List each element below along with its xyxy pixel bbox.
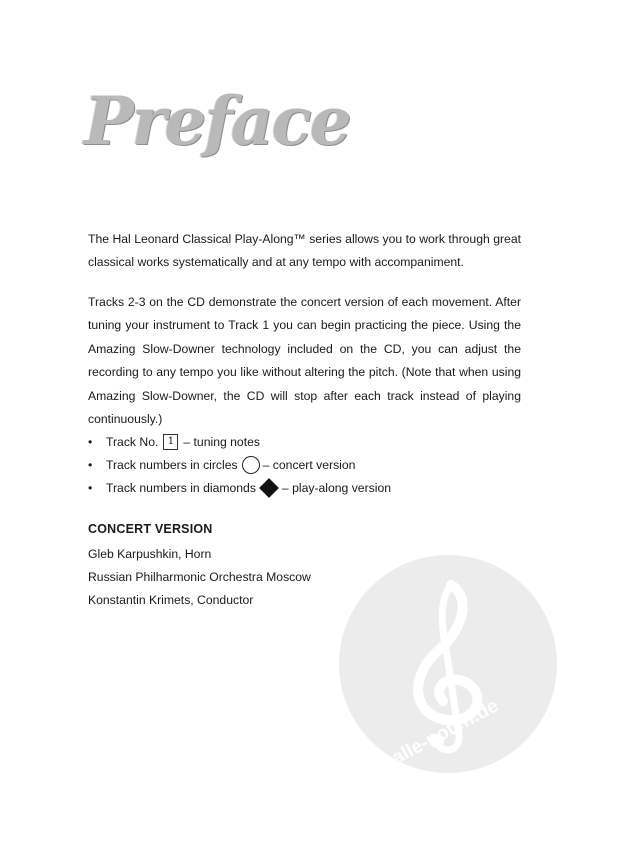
legend-item-concert	[88, 453, 391, 476]
credit-line: Gleb Karpushkin, Horn	[88, 547, 212, 561]
watermark-text: alle-noten.de	[388, 695, 503, 769]
concert-version-heading: CONCERT VERSION	[88, 522, 213, 536]
credits-list	[88, 543, 311, 612]
legend-prefix: Track No.	[106, 434, 159, 449]
legend-item-playalong	[88, 476, 391, 499]
bullet: •	[88, 434, 93, 449]
credit-line: Russian Philharmonic Orchestra Moscow	[88, 570, 311, 584]
watermark-logo	[339, 555, 557, 773]
legend-suffix: – play-along version	[281, 480, 391, 495]
circle-icon	[242, 456, 260, 474]
bullet: •	[88, 480, 93, 495]
legend-suffix: – concert version	[262, 457, 356, 472]
legend-prefix: Track numbers in circles	[106, 457, 238, 472]
legend-prefix: Track numbers in diamonds	[106, 480, 256, 495]
tracks-paragraph: Tracks 2-3 on the CD demonstrate the concert version of each movement. After tuning your instrument to Track 1 you can begin practicing the piece. Using the Amazing Slow-Downer technology included on the CD, you can adjust the recording to any tempo you like without altering the pitch. (Note that when using Amazing Slow-Downer, the CD will stop after each track instead of playing continuously.)	[88, 295, 521, 427]
bullet: •	[88, 457, 93, 472]
boxed-track-number-icon: 1	[163, 434, 178, 450]
page-title: Preface	[84, 82, 350, 160]
legend-item-tuning	[88, 430, 391, 453]
diamond-icon	[258, 477, 280, 499]
legend-suffix: – tuning notes	[183, 434, 260, 449]
intro-paragraph: The Hal Leonard Classical Play-Along™ series allows you to work through great classical works systematically and at any tempo with accompaniment.	[88, 232, 521, 270]
credit-line: Konstantin Krimets, Conductor	[88, 593, 254, 607]
track-legend-list	[88, 430, 391, 499]
